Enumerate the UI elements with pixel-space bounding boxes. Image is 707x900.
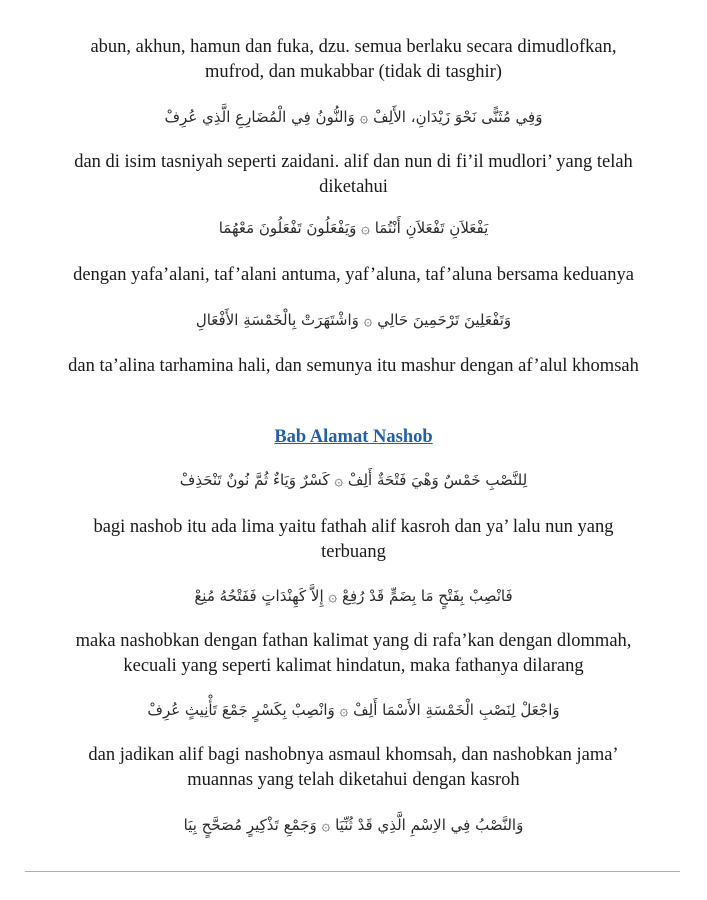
arabic-verse: وَاجْعَلْ لِنَصْبِ الْخَمْسَةِ الأَسْمَا أَلِفْ ۞ وَانْصِبْ بِكَسْرٍ جَمْعَ تَأْنِيثٍ عُرِفْ [147, 701, 560, 719]
translation-line: kecuali yang seperti kalimat hindatun, maka fathanya dilarang [123, 656, 584, 676]
translation-line: terbuang [321, 542, 386, 562]
translation-line: diketahui [319, 177, 388, 197]
translation-line: maka nashobkan dengan fathan kalimat yang di rafa’kan dengan dlommah, [75, 631, 632, 651]
arabic-verse: وَتَفْعَلِينَ تَرْحَمِينَ حَالِي ۞ وَاشْتَهَرَتْ بِالْخَمْسَةِ الأَفْعَالِ [195, 311, 512, 329]
translation-line: muannas yang telah diketahui dengan kasroh [187, 770, 520, 790]
translation-line: dan di isim tasniyah seperti zaidani. alif dan nun di fi’il mudlori’ yang telah [74, 152, 633, 172]
translation-line: dengan yafa’alani, taf’alani antuma, yaf’aluna, taf’aluna bersama keduanya [73, 265, 634, 285]
arabic-verse: وَالنَّصْبُ فِي الاِسْمِ الَّذِي قَدْ ثُنِّيَا ۞ وَجَمْعِ تَذْكِيرٍ مُصَحَّحٍ بِيَا [183, 816, 524, 834]
translation-line: abun, akhun, hamun dan fuka, dzu. semua berlaku secara dimudlofkan, [90, 37, 617, 57]
arabic-verse: يَفْعَلاَنِ تَفْعَلاَنِ أَنْتُمَا ۞ وَيَفْعَلُونَ تَفْعَلُونَ مَعْهُمَا [218, 219, 489, 237]
arabic-verse: وَفِي مُثَنًّى نَحْوَ زَيْدَانِ، الأَلِفْ ۞ وَالنُّونُ فِي الْمُضَارِعِ الَّذِي عُرِفْ [164, 108, 543, 126]
arabic-verse: فَانْصِبْ بِفَتْحٍ مَا بِضَمٍّ قَدْ رُفِعْ ۞ إِلاَّ كَهِنْدَاتٍ فَفَتْحُهُ مُنِعْ [194, 587, 513, 605]
section-heading: Bab Alamat Nashob [274, 427, 433, 447]
arabic-verse: لِلنَّصْبِ خَمْسٌ وَهْيَ فَتْحَةٌ أَلِفْ ۞ كَسْرٌ وَيَاءٌ ثُمَّ نُونٌ تَنْحَذِفْ [179, 471, 528, 489]
translation-line: mufrod, dan mukabbar (tidak di tasghir) [205, 62, 502, 82]
page-footer-divider [25, 871, 680, 872]
translation-line: dan jadikan alif bagi nashobnya asmaul khomsah, dan nashobkan jama’ [88, 745, 619, 765]
translation-line: bagi nashob itu ada lima yaitu fathah alif kasroh dan ya’ lalu nun yang [93, 517, 614, 537]
translation-line: dan ta’alina tarhamina hali, dan semunya itu mashur dengan af’alul khomsah [68, 356, 639, 376]
